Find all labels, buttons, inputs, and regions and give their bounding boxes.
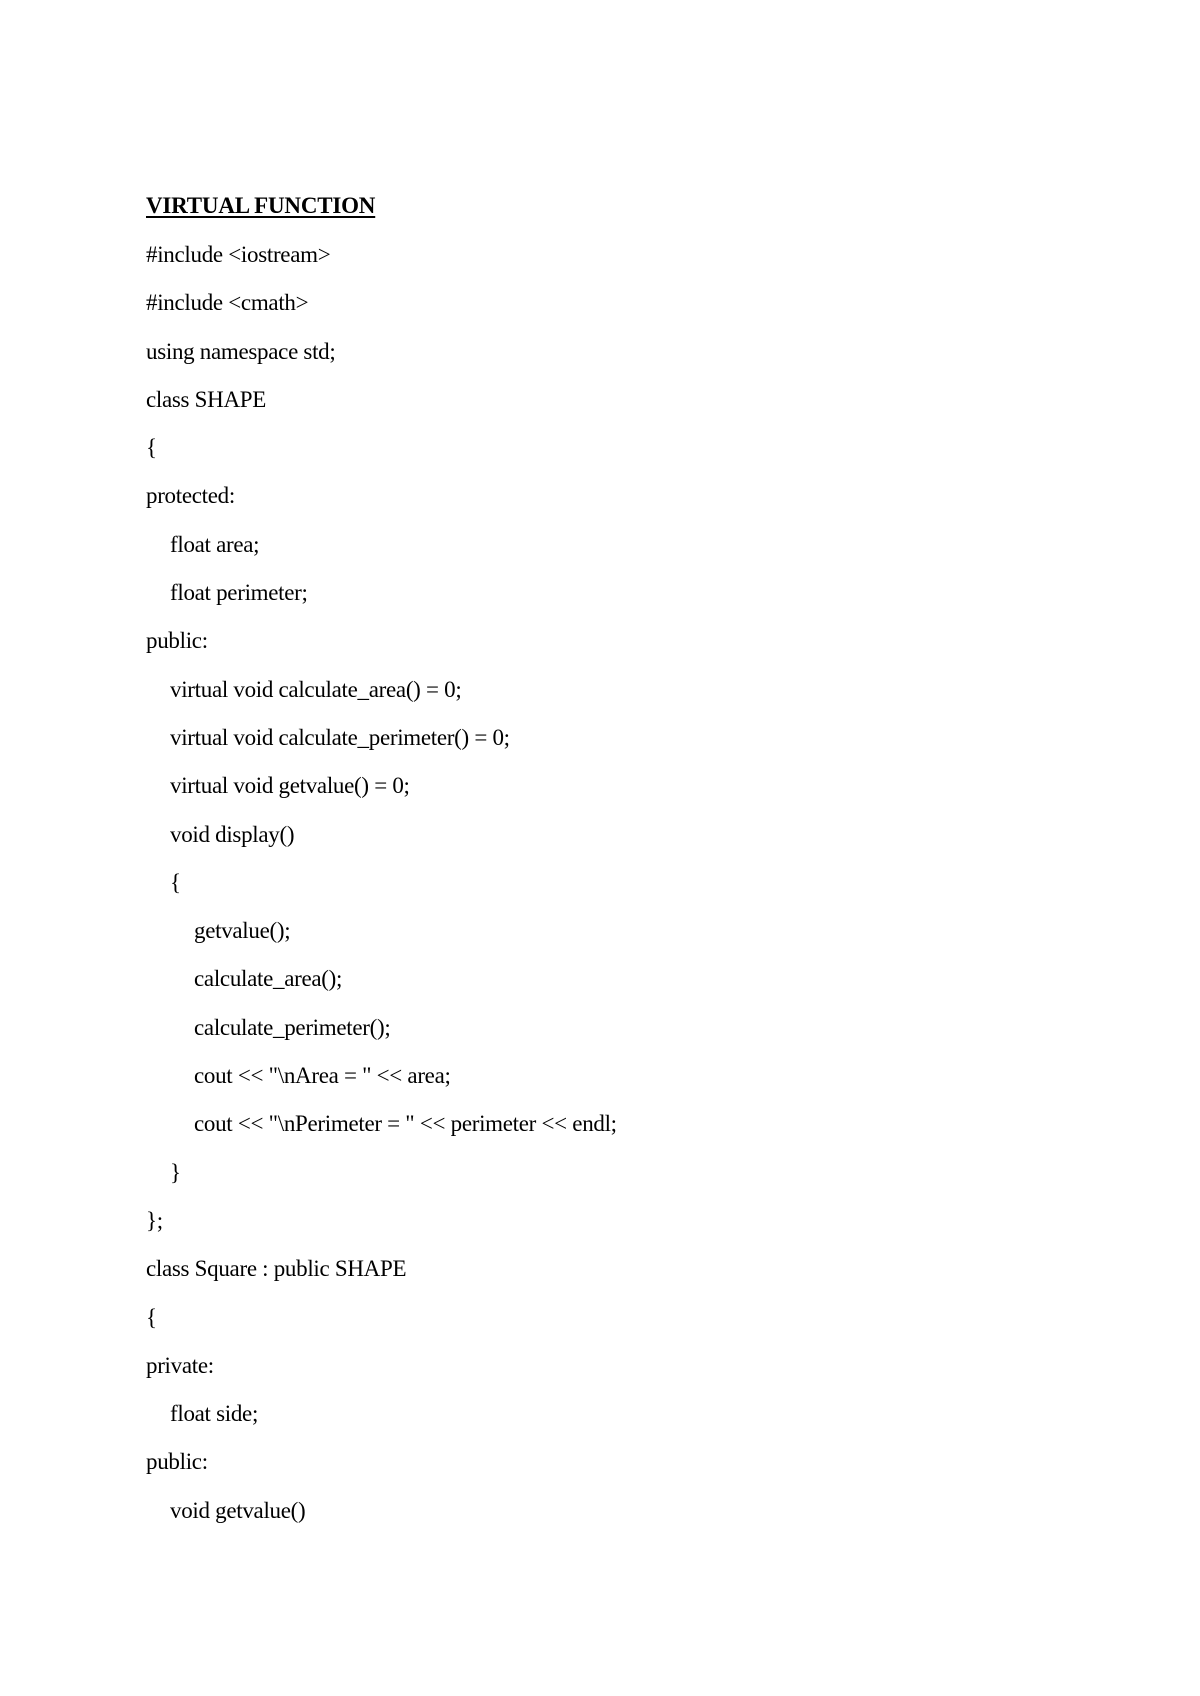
- page-title: VIRTUAL FUNCTION: [146, 193, 376, 218]
- code-line: virtual void calculate_area() = 0;: [170, 676, 462, 702]
- code-line: cout << "\nPerimeter = " << perimeter << endl;: [194, 1111, 617, 1137]
- code-listing: [146, 241, 617, 1545]
- code-line: class SHAPE: [146, 386, 267, 412]
- code-line: calculate_perimeter();: [194, 1014, 391, 1040]
- code-line: };: [146, 1207, 163, 1233]
- code-line: {: [146, 435, 157, 461]
- code-line: getvalue();: [194, 918, 291, 944]
- code-line: virtual void calculate_perimeter() = 0;: [170, 724, 510, 750]
- code-line: }: [170, 1159, 181, 1185]
- code-line: float perimeter;: [170, 580, 308, 606]
- code-line: public:: [146, 628, 208, 654]
- code-line: virtual void getvalue() = 0;: [170, 773, 410, 799]
- code-line: {: [170, 869, 181, 895]
- code-line: class Square : public SHAPE: [146, 1256, 407, 1282]
- code-line: float side;: [170, 1401, 259, 1427]
- code-line: {: [146, 1304, 157, 1330]
- code-line: cout << "\nArea = " << area;: [194, 1063, 451, 1089]
- code-line: calculate_area();: [194, 966, 343, 992]
- code-line: protected:: [146, 483, 235, 509]
- code-line: #include <cmath>: [146, 290, 309, 316]
- code-line: public:: [146, 1449, 208, 1475]
- code-line: float area;: [170, 531, 260, 557]
- code-line: void getvalue(): [170, 1497, 306, 1523]
- code-line: void display(): [170, 821, 295, 847]
- code-line: private:: [146, 1352, 214, 1378]
- code-line: #include <iostream>: [146, 242, 331, 267]
- code-line: using namespace std;: [146, 338, 336, 364]
